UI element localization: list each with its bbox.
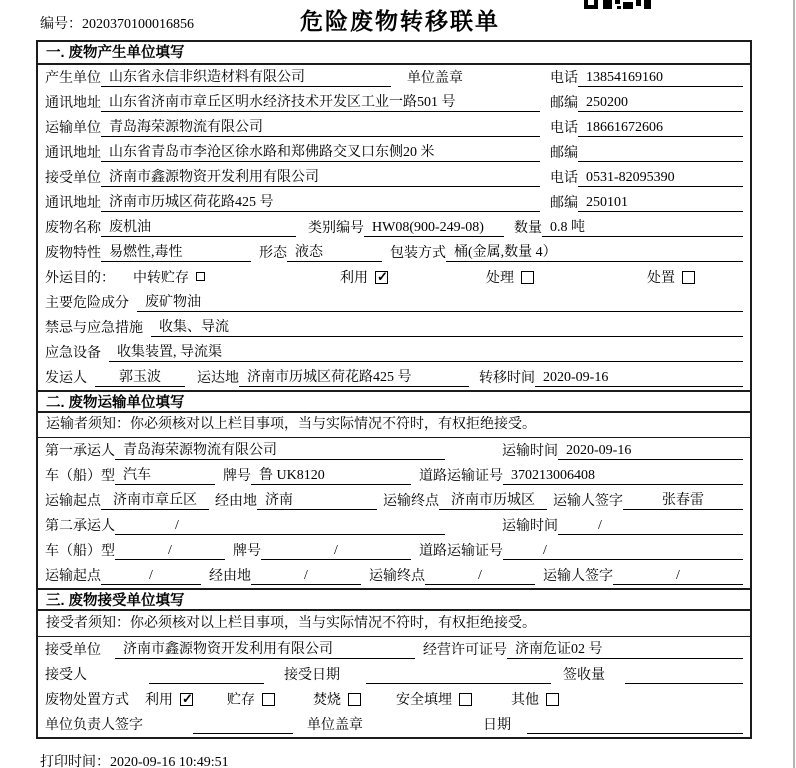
transport-time: 2020-09-16 (558, 443, 743, 460)
checkbox-disposal-store (262, 693, 275, 706)
vehicle-type-2: / (115, 543, 225, 560)
emergency-equipment-row (38, 340, 750, 365)
waste-character: 易燃性,毒性 (101, 241, 251, 262)
waste-packing: 桶(金属,数量 4） (446, 241, 743, 262)
checkbox-disposal-other (546, 693, 559, 706)
form-label: 形态 (259, 246, 287, 261)
disposal-option-incinerate (313, 689, 361, 709)
print-time-value: 2020-09-16 10:49:51 (110, 755, 229, 768)
license-label: 经营许可证号 (423, 643, 507, 658)
disposal-option-other (511, 689, 559, 709)
accept-date (366, 683, 551, 684)
vehicle2-row (38, 538, 750, 563)
plate-label: 牌号 (223, 469, 251, 484)
field-label: 废物名称 (45, 221, 101, 236)
field-label: 单位负责人签字 (45, 718, 143, 733)
emergency-measures-row (38, 315, 750, 340)
page-title: 危险废物转移联单 (300, 8, 500, 34)
field-label: 应急设备 (45, 346, 101, 361)
shipper-name: 郭玉波 (95, 366, 185, 387)
producer-row (38, 65, 750, 90)
road-cert-number-2: / (503, 543, 743, 560)
checkbox-disposal-incinerate (348, 693, 361, 706)
transfer-time: 2020-09-16 (535, 370, 743, 387)
field-label: 禁忌与应急措施 (45, 321, 143, 336)
field-label: 运输起点 (45, 494, 101, 509)
option-label: 焚烧 (313, 693, 341, 708)
producer-phone: 13854169160 (578, 70, 743, 87)
via-place: 济南 (257, 489, 377, 510)
serial-number (40, 13, 194, 33)
option-label: 其他 (511, 693, 539, 708)
option-label: 处置 (647, 271, 675, 286)
receiver-zip: 250101 (578, 195, 743, 212)
field-label: 接受单位 (45, 171, 101, 186)
receiver-notice: 接受者须知：你必须核对以上栏目事项，当与实际情况不符时，有权拒绝接受。 (38, 611, 750, 637)
field-label: 通讯地址 (45, 146, 101, 161)
end-label: 运输终点 (369, 569, 425, 584)
emergency-equipment: 收集装置, 导流渠 (109, 341, 743, 362)
plate-label: 牌号 (233, 544, 261, 559)
receiver-row (38, 165, 750, 190)
field-label: 运输单位 (45, 121, 101, 136)
transporter-notice: 运输者须知：你必须核对以上栏目事项，当与实际情况不符时，有权拒绝接受。 (38, 413, 750, 438)
via-label: 经由地 (209, 569, 251, 584)
road-cert-label: 道路运输证号 (419, 544, 503, 559)
transfer-form-table (36, 40, 752, 739)
plate-number-2: / (261, 543, 411, 560)
transporter-address: 山东省青岛市李沧区徐水路和郑佛路交叉口东侧20 米 (101, 141, 540, 162)
field-label: 通讯地址 (45, 96, 101, 111)
responsible-signature-row (38, 712, 750, 737)
field-label: 发运人 (45, 371, 87, 386)
checkbox-disposal-utilize (180, 693, 193, 706)
disposal-option-utilize (145, 689, 193, 709)
phone-label: 电话 (550, 121, 578, 136)
option-label: 利用 (340, 271, 368, 286)
second-carrier-row (38, 513, 750, 538)
received-qty (625, 683, 743, 684)
first-carrier: 青岛海荣源物流有限公司 (115, 439, 445, 460)
second-carrier: / (115, 518, 445, 535)
zip-label: 邮编 (550, 146, 578, 161)
recipient-row (38, 662, 750, 687)
receiver-value: 济南市鑫源物资开发利用有限公司 (101, 166, 540, 187)
option-label: 贮存 (227, 693, 255, 708)
accept-unit: 济南市鑫源物资开发利用有限公司 (115, 638, 415, 659)
checkbox-transfer-storage (196, 272, 205, 281)
vehicle1-row (38, 463, 750, 488)
carrier-sign-label: 运输人签字 (543, 569, 613, 584)
field-label: 车（船）型 (45, 469, 115, 484)
field-label: 第二承运人 (45, 519, 115, 534)
transfer-time-label: 转移时间 (479, 371, 535, 386)
transport-end-2: / (425, 568, 535, 585)
option-label: 利用 (145, 693, 173, 708)
disposal-method-row (38, 687, 750, 712)
waste-name-row (38, 215, 750, 240)
hazardous-component-row (38, 290, 750, 315)
disposal-option-landfill (396, 689, 472, 709)
carrier-signature-2: / (613, 568, 743, 585)
checkbox-utilize (375, 271, 388, 284)
screen-edge-divider (793, 0, 795, 768)
field-label: 外运目的： (45, 271, 115, 286)
field-label: 接受单位 (45, 643, 101, 658)
vehicle-type: 汽车 (115, 464, 215, 485)
purpose-option-treat (486, 267, 534, 287)
field-label: 第一承运人 (45, 444, 115, 459)
route1-row (38, 488, 750, 513)
carrier-sign-label: 运输人签字 (553, 494, 623, 509)
shipper-row (38, 365, 750, 390)
print-time (40, 751, 229, 768)
phone-label: 电话 (550, 171, 578, 186)
disposal-option-store (227, 689, 275, 709)
print-time-label: 打印时间： (40, 755, 110, 768)
waste-category-code: HW08(900-249-08) (364, 220, 504, 237)
road-cert-number: 370213006408 (503, 468, 743, 485)
transporter-row (38, 115, 750, 140)
serial-label: 编号： (40, 17, 82, 32)
accept-date-label: 接受日期 (284, 668, 340, 683)
first-carrier-row (38, 438, 750, 463)
zip-label: 邮编 (550, 96, 578, 111)
purpose-option-utilize (340, 267, 388, 287)
via-label: 经由地 (215, 494, 257, 509)
accept-unit-row (38, 637, 750, 662)
road-cert-label: 道路运输证号 (419, 469, 503, 484)
checkbox-dispose (682, 271, 695, 284)
purpose-option-dispose (647, 267, 695, 287)
transporter-zip (578, 161, 743, 162)
receiver-phone: 0531-82095390 (578, 170, 743, 187)
field-label: 产生单位 (45, 71, 101, 86)
transporter-address-row (38, 140, 750, 165)
responsible-signature (193, 733, 293, 734)
quantity-label: 数量 (514, 221, 542, 236)
purpose-option-transfer-storage (133, 267, 205, 287)
transport-time-2: / (558, 518, 743, 535)
option-label: 处理 (486, 271, 514, 286)
carrier-signature: 张春雷 (623, 489, 743, 510)
license-number: 济南危证02 号 (507, 638, 743, 659)
route2-row (38, 563, 750, 588)
date-label: 日期 (483, 718, 511, 733)
section2-title: 二. 废物运输单位填写 (38, 390, 750, 413)
serial-value: 2020370100016856 (82, 17, 194, 32)
unit-seal-label: 单位盖章 (307, 718, 363, 733)
waste-form: 液态 (287, 241, 382, 262)
checkbox-treat (521, 271, 534, 284)
received-qty-label: 签收量 (563, 668, 605, 683)
transporter-phone: 18661672606 (578, 120, 743, 137)
destination-label: 运达地 (197, 371, 239, 386)
sign-date (527, 733, 743, 734)
receiver-address-row (38, 190, 750, 215)
zip-label: 邮编 (550, 196, 578, 211)
field-label: 废物处置方式 (45, 693, 129, 708)
waste-character-row (38, 240, 750, 265)
unit-seal-label: 单位盖章 (407, 71, 463, 86)
field-label: 运输起点 (45, 569, 101, 584)
transport-start-2: / (101, 568, 201, 585)
qr-code-fragment-icon (584, 0, 656, 11)
producer-address-row (38, 90, 750, 115)
hazardous-component: 废矿物油 (137, 291, 743, 312)
category-label: 类别编号 (308, 221, 364, 236)
field-label: 车（船）型 (45, 544, 115, 559)
section1-title: 一. 废物产生单位填写 (38, 42, 750, 65)
section3-title: 三. 废物接受单位填写 (38, 588, 750, 611)
option-label: 安全填埋 (396, 693, 452, 708)
transporter-value: 青岛海荣源物流有限公司 (101, 116, 540, 137)
checkbox-disposal-landfill (459, 693, 472, 706)
packing-label: 包装方式 (390, 246, 446, 261)
recipient-name (149, 683, 264, 684)
field-label: 接受人 (45, 668, 87, 683)
plate-number: 鲁 UK8120 (251, 464, 411, 485)
transport-end: 济南市历城区 (439, 489, 547, 510)
field-label: 废物特性 (45, 246, 101, 261)
transport-start: 济南市章丘区 (101, 489, 209, 510)
producer-value: 山东省永信非织造材料有限公司 (101, 66, 391, 87)
phone-label: 电话 (550, 71, 578, 86)
destination: 济南市历城区荷花路425 号 (239, 366, 469, 387)
end-label: 运输终点 (383, 494, 439, 509)
field-label: 主要危险成分 (45, 296, 129, 311)
waste-quantity: 0.8 吨 (542, 216, 743, 237)
emergency-measures: 收集、导流 (151, 316, 743, 337)
producer-address: 山东省济南市章丘区明水经济技术开发区工业一路501 号 (101, 91, 540, 112)
field-label: 通讯地址 (45, 196, 101, 211)
transport-time-label: 运输时间 (502, 444, 558, 459)
transport-time-label: 运输时间 (502, 519, 558, 534)
option-label: 中转贮存 (133, 271, 189, 286)
outbound-purpose-row (38, 265, 750, 290)
receiver-address: 济南市历城区荷花路425 号 (101, 191, 540, 212)
producer-zip: 250200 (578, 95, 743, 112)
via-place-2: / (251, 568, 361, 585)
waste-name: 废机油 (101, 216, 296, 237)
